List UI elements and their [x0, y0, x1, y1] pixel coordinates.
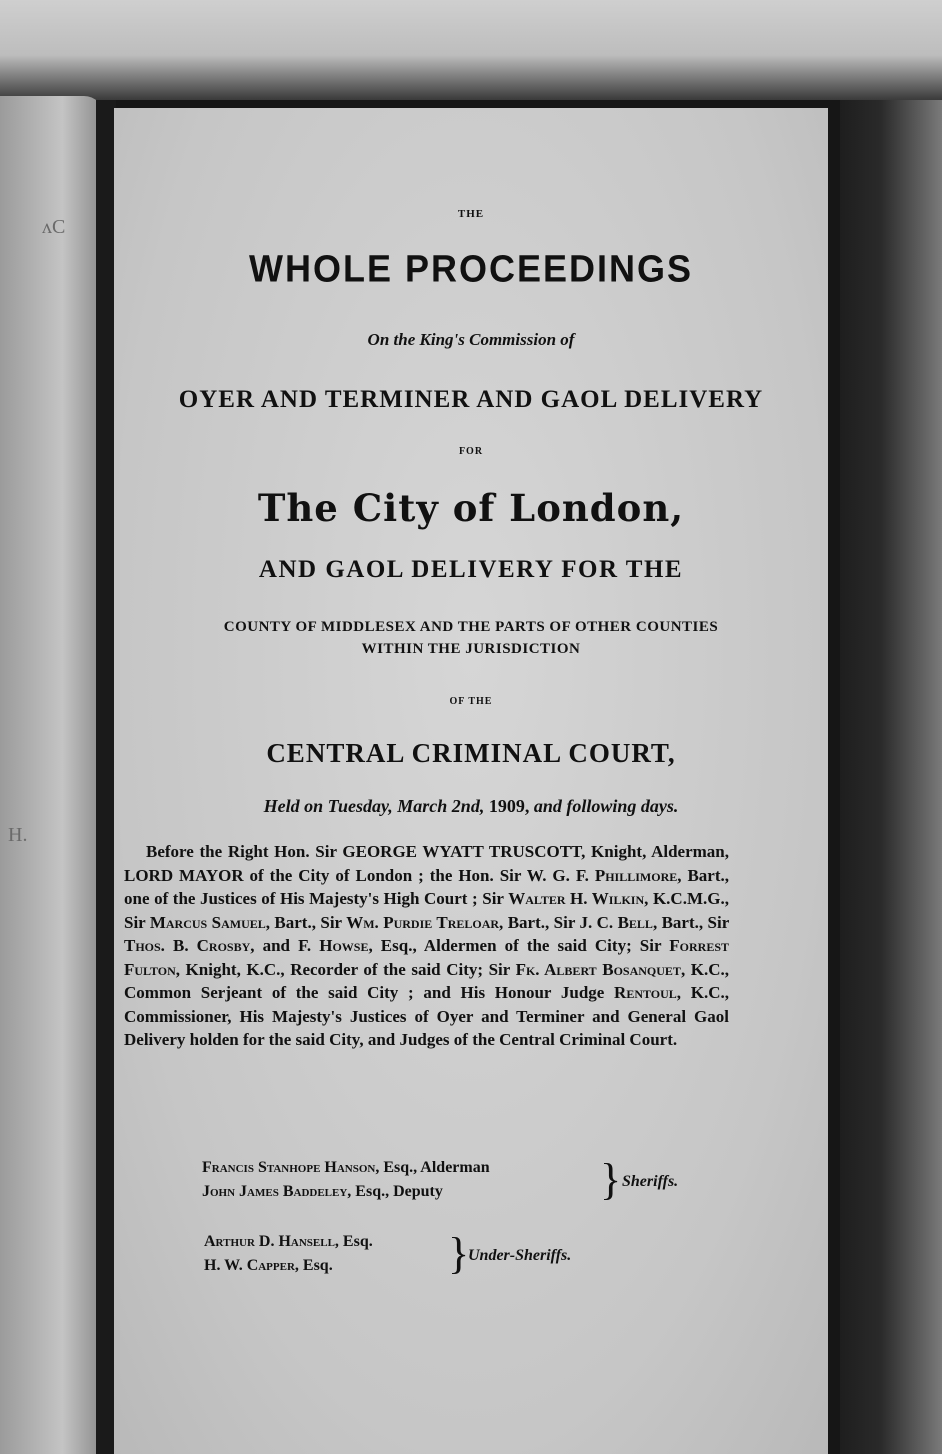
book-spine	[96, 100, 116, 1454]
body-text: , Esq., Aldermen of the said City; Sir	[368, 936, 670, 955]
commission-line: On the King's Commission of	[367, 330, 575, 349]
body-text: , K.C., Commissioner, His Majesty's Justices of Oyer and Terminer and General Gaol Delivery holden for the said City, and Judges of the Central Criminal Court.	[124, 983, 730, 1049]
justice-name: Rentoul	[614, 983, 677, 1002]
justice-name: Forrest Fulton	[124, 936, 730, 979]
title-page	[114, 108, 828, 1454]
under-sheriffs-role: Under-Sheriffs.	[468, 1247, 572, 1264]
justice-name: Marcus Samuel	[149, 912, 266, 932]
justices-paragraph	[124, 840, 729, 1052]
body-text: , Bart., one of the Justices of His Majesty's High Court ; Sir	[124, 865, 729, 908]
left-facing-page	[0, 96, 104, 1454]
right-brace-icon: }	[448, 1229, 470, 1278]
left-page-fragment-top: ʌC	[42, 216, 66, 238]
sheriffs-role: Sheriffs.	[622, 1173, 679, 1190]
body-text: , and F.	[250, 936, 320, 955]
body-text: , Bart., Sir	[652, 912, 729, 932]
justice-name: Thos. B. Crosby	[124, 936, 251, 955]
left-page-fragment-mid: H.	[8, 824, 28, 846]
gaol-delivery-heading: AND GAOL DELIVERY FOR THE	[258, 556, 684, 583]
justice-name: Wm. Purdie Treloar	[346, 912, 500, 932]
page-edges	[840, 100, 942, 1454]
body-text: , Bart., Sir J. C.	[499, 912, 618, 932]
sheriff-1: Francis Stanhope Hanson, Esq., Alderman	[202, 1159, 490, 1176]
held-date-text: Held on Tuesday, March 2nd,	[263, 796, 485, 816]
under-sheriff-2: H. W. Capper, Esq.	[204, 1257, 333, 1274]
held-date-line	[114, 796, 828, 817]
justice-name: Fk. Albert Bosanquet	[515, 959, 681, 979]
under-sheriffs-block	[204, 1230, 724, 1278]
sheriffs-block	[202, 1156, 722, 1204]
justice-name: Walter H. Wilkin	[508, 889, 645, 908]
justice-name: Bell	[617, 912, 653, 932]
justice-name: Phillimore	[594, 865, 678, 885]
body-text: , Bart., Sir	[265, 912, 347, 932]
of-the-label: OF THE	[449, 696, 493, 707]
city-of-london-heading: The City of London,	[257, 486, 685, 530]
under-sheriff-1: Arthur D. Hansell, Esq.	[204, 1233, 373, 1250]
top-shadow-band	[0, 0, 942, 100]
the-label: THE	[457, 208, 485, 220]
for-label: FOR	[458, 446, 484, 457]
body-text: , K.C.M.G., Sir	[124, 889, 729, 932]
body-text: , Knight, K.C., Recorder of the said City; Sir	[175, 959, 516, 979]
held-following: and following days.	[533, 796, 679, 816]
body-text: , K.C., Common Serjeant of the said City ; and His Honour Judge	[124, 959, 729, 1002]
county-heading	[114, 616, 828, 660]
oyer-terminer-heading: OYER AND TERMINER AND GAOL DELIVERY	[178, 386, 764, 413]
county-line-2: WITHIN THE JURISDICTION	[361, 641, 581, 657]
county-line-1: COUNTY OF MIDDLESEX AND THE PARTS OF OTHER COUNTIES	[223, 619, 719, 635]
justice-name: Howse	[319, 936, 369, 955]
court-heading: CENTRAL CRIMINAL COURT,	[266, 738, 676, 768]
right-brace-icon: }	[600, 1155, 622, 1204]
page-title: WHOLE PROCEEDINGS	[248, 246, 694, 290]
held-year: 1909,	[488, 796, 530, 816]
sheriff-2: John James Baddeley, Esq., Deputy	[202, 1183, 443, 1200]
body-text: Before the Right Hon. Sir GEORGE WYATT TRUSCOTT, Knight, Alderman, LORD MAYOR of the City of London ; the Hon. Sir W. G. F.	[124, 842, 729, 885]
